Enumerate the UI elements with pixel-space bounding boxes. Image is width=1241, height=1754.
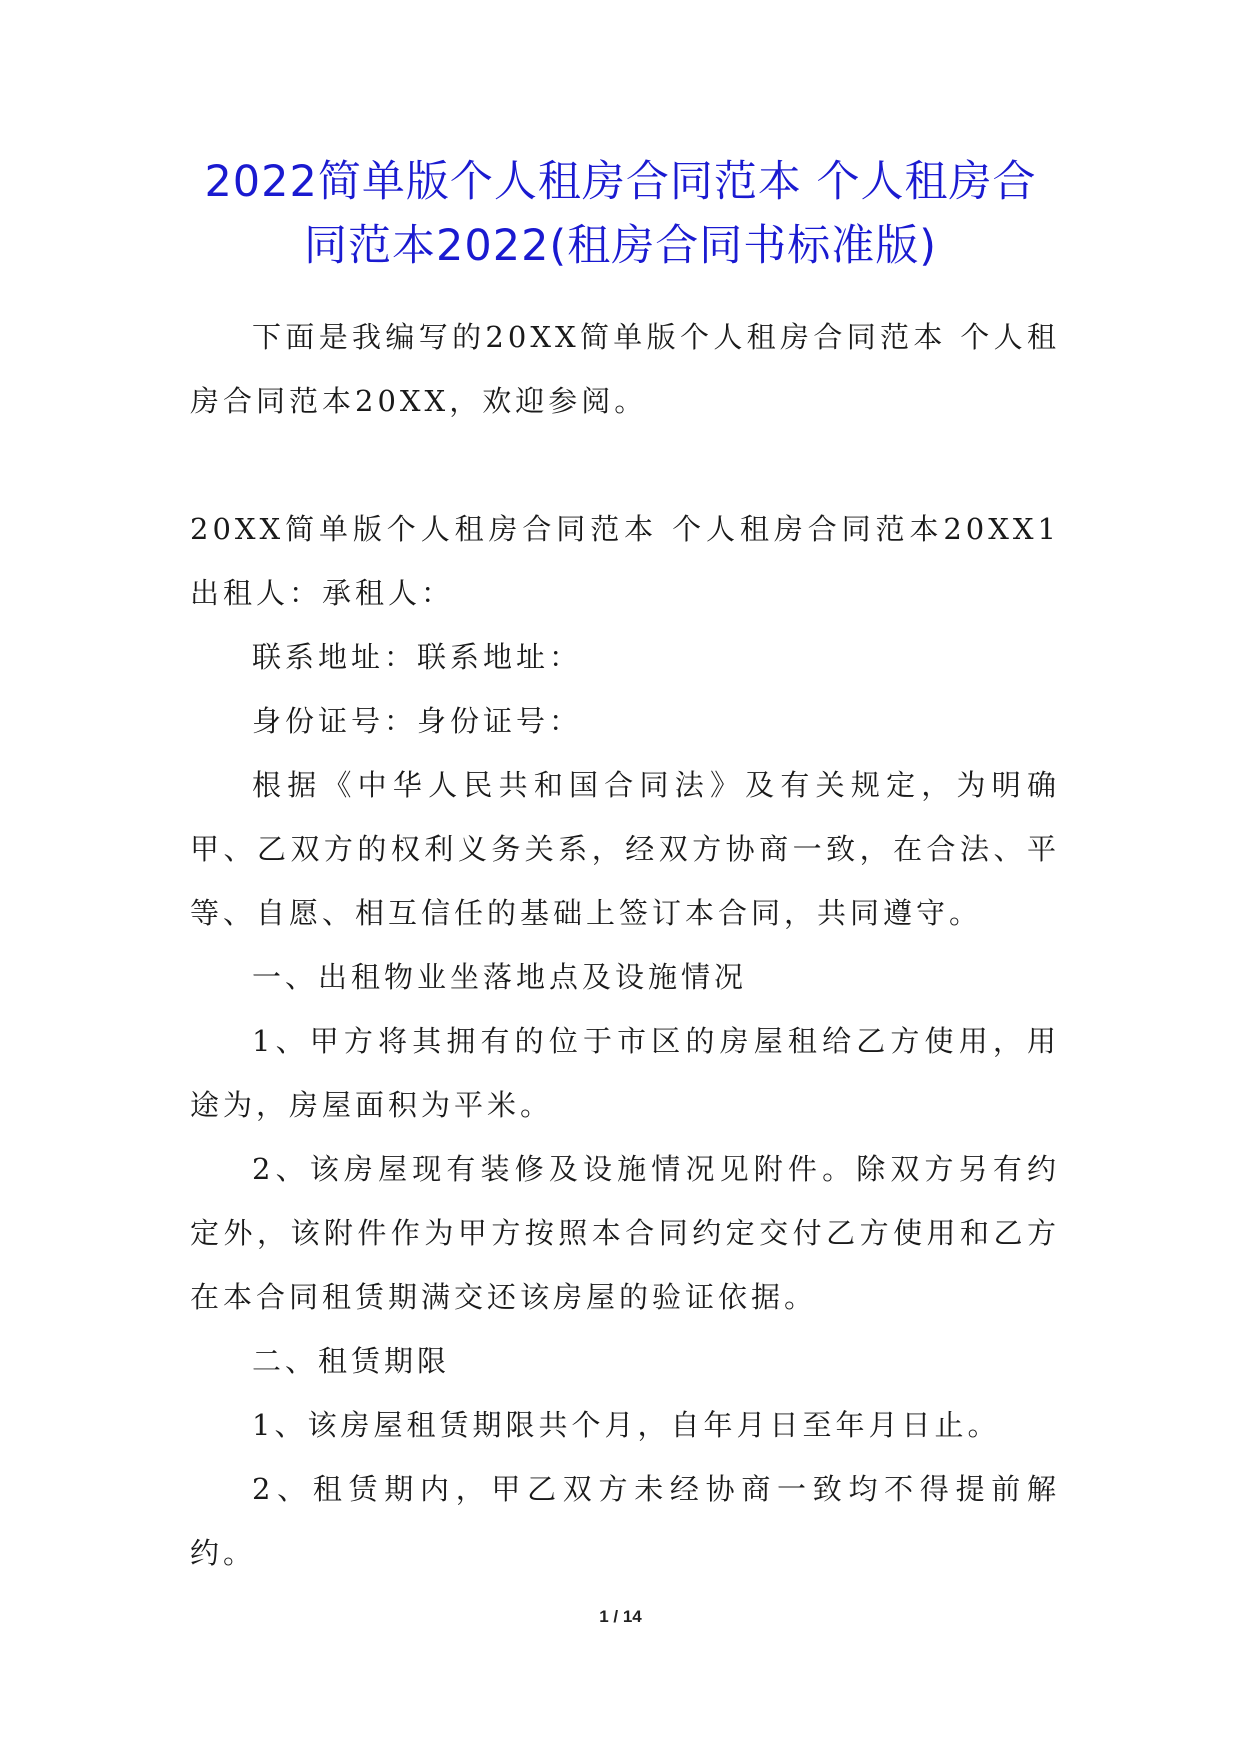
- section-heading-2: 二、租赁期限: [252, 1344, 451, 1378]
- clause-2-1: 1、该房屋租赁期限共个月，自年月日至年月日止。: [252, 1408, 1001, 1442]
- document-title: [180, 150, 1061, 278]
- document-body: [190, 305, 1127, 1585]
- title-line-2: 同范本2022(租房合同书标准版): [304, 221, 937, 271]
- clause-2-2: 2、租赁期内，甲乙双方未经协商一致均不得提前解约。: [190, 1472, 1060, 1570]
- address-line: 联系地址：联系地址：: [252, 640, 583, 674]
- id-number-line: 身份证号：身份证号：: [252, 704, 583, 738]
- preamble-paragraph: 根据《中华人民共和国合同法》及有关规定，为明确甲、乙双方的权利义务关系，经双方协商一致，在合法、平等、自愿、相互信任的基础上签订本合同，共同遵守。: [190, 768, 1060, 930]
- clause-1-1: 1、甲方将其拥有的位于市区的房屋租给乙方使用，用途为，房屋面积为平米。: [190, 1024, 1060, 1122]
- title-line-1: 2022简单版个人租房合同范本 个人租房合: [204, 157, 1037, 207]
- clause-1-2: 2、该房屋现有装修及设施情况见附件。除双方另有约定外，该附件作为甲方按照本合同约定交付乙方使用和乙方在本合同租赁期满交还该房屋的验证依据。: [190, 1152, 1060, 1314]
- contract-heading-paragraph: 20XX简单版个人租房合同范本 个人租房合同范本20XX1 出租人：承租人：: [190, 512, 1127, 610]
- section-heading-1: 一、出租物业坐落地点及设施情况: [252, 960, 748, 994]
- page-number: 1 / 14: [599, 1607, 642, 1626]
- intro-paragraph: 下面是我编写的20XX简单版个人租房合同范本 个人租房合同范本20XX，欢迎参阅。: [190, 320, 1060, 418]
